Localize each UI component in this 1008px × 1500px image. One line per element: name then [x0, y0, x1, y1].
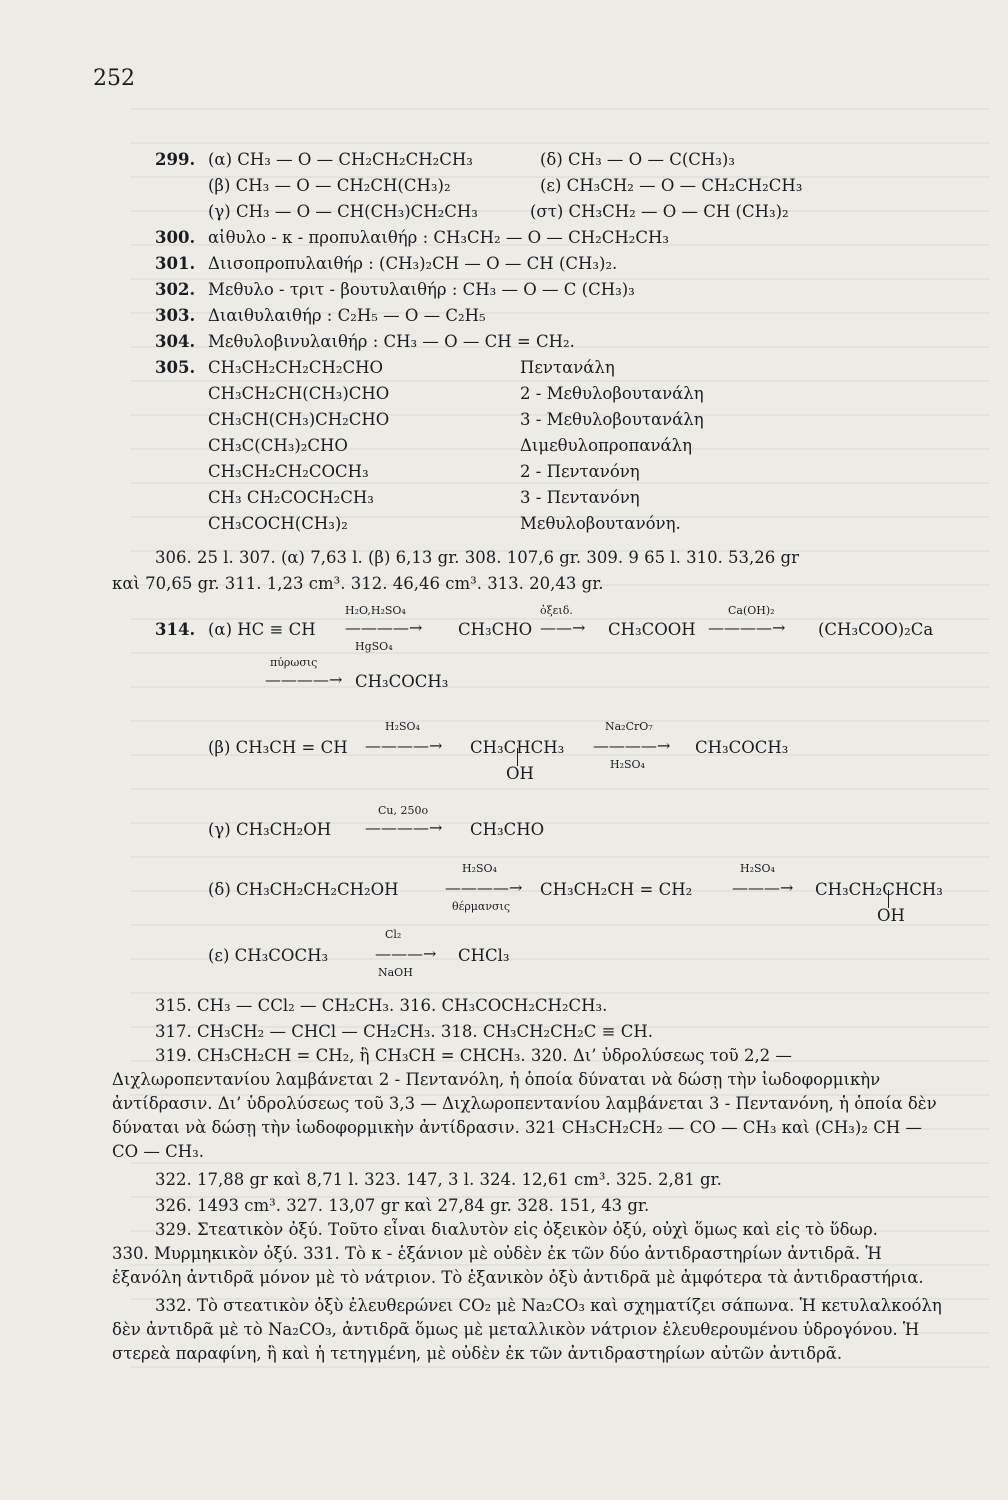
name-305: Μεθυλοβουτανόνη.	[520, 514, 681, 533]
reagent-label: Cl₂	[385, 928, 402, 941]
name-305: 2 - Πεντανόνη	[520, 462, 640, 481]
paragraph-329: 329. Στεατικὸν ὀξύ. Τοῦτο εἶναι διαλυτὸν εἰς ὀξεικὸν ὀξύ, οὐχὶ ὅμως καὶ εἰς τὸ ὕδωρ.	[155, 1220, 878, 1239]
reagent-label: H₂SO₄	[462, 862, 497, 875]
formula-305: CH₃ CH₂COCH₂CH₃	[208, 488, 374, 507]
answers-310-313: καὶ 70,65 gr. 311. 1,23 cm³. 312. 46,46 cm³. 313. 20,43 gr.	[112, 574, 604, 593]
reaction-arrow: ————→	[593, 736, 671, 755]
formula-305: CH₃CH(CH₃)CH₂CHO	[208, 410, 390, 429]
reaction-arrow: ————→	[345, 618, 423, 637]
paragraph-319-321: 319. CH₃CH₂CH = CH₂, ἢ CH₃CH = CHCH₃. 320. Δι’ ὑδρολύσεως τοῦ 2,2 — Διχλωροπεντανίου λαμβάνεται 2 - Πεντανόλη, ἡ ὁποία δύναται νὰ δώσῃ τὴν ἰωδοφορμικὴν ἀντίδρασιν. Δι’ ὑδρολύσεως τοῦ 3,3 — Διχλωροπεντανίου λαμβάνεται 3 - Πεντανόνη, ἡ ὁποία δὲν δύναται νὰ δώσῃ τὴν ἰωδοφορμικὴν ἀντίδρασιν. 321 CH₃CH₂CH₂ — CO — CH₃ καὶ (CH₃)₂ CH — CO — CH₃.	[112, 1046, 937, 1161]
product-314d: CH₃CH₂CH = CH₂	[540, 880, 693, 899]
reaction-arrow: ————→	[265, 670, 343, 689]
reactant-314b: (β) CH₃CH = CH	[208, 738, 348, 757]
formula-299a: (α) CH₃ — O — CH₂CH₂CH₂CH₃	[208, 150, 473, 169]
name-305: 2 - Μεθυλοβουτανάλη	[520, 384, 704, 403]
reagent-label: Na₂CrO₇	[605, 720, 653, 733]
reagent-label: NaOH	[378, 966, 413, 979]
reagent-label: ὀξειδ.	[540, 604, 573, 617]
reaction-arrow: ———→	[732, 878, 794, 897]
answers-322-325: 322. 17,88 gr καὶ 8,71 l. 323. 147, 3 l. 324. 12,61 cm³. 325. 2,81 gr.	[155, 1170, 722, 1189]
reagent-label: Cu, 250ο	[378, 804, 429, 817]
name-305: 3 - Μεθυλοβουτανάλη	[520, 410, 704, 429]
reaction-arrow: ————→	[365, 736, 443, 755]
product-314b: CH₃COCH₃	[695, 738, 789, 757]
problem-number: 314.	[155, 620, 196, 639]
answer-302: Μεθυλο - τριτ - βουτυλαιθήρ : CH₃ — O — C (CH₃)₃	[208, 280, 635, 299]
hydroxyl-label: OH	[877, 906, 905, 925]
page-number: 252	[93, 66, 135, 91]
reagent-label: H₂O,H₂SO₄	[345, 604, 406, 617]
formula-299b: (β) CH₃ — O — CH₂CH(CH₃)₂	[208, 176, 451, 195]
problem-number: 299.	[155, 150, 196, 169]
product-314a: (CH₃COO)₂Ca	[818, 620, 934, 639]
reagent-label: θέρμανσις	[452, 900, 511, 913]
reagent-label: πύρωσις	[270, 656, 318, 669]
reagent-label: H₂SO₄	[385, 720, 420, 733]
reactant-314a: (α) HC ≡ CH	[208, 620, 316, 639]
formula-299g: (γ) CH₃ — O — CH(CH₃)CH₂CH₃	[208, 202, 478, 221]
reaction-arrow: ————→	[708, 618, 786, 637]
product-314b: CH₃CHCH₃	[470, 738, 565, 757]
answers-326-328: 326. 1493 cm³. 327. 13,07 gr καὶ 27,84 gr. 328. 151, 43 gr.	[155, 1196, 650, 1215]
problem-number: 300.	[155, 228, 196, 247]
formula-299st: (στ) CH₃CH₂ — O — CH (CH₃)₂	[530, 202, 789, 221]
reactant-314d: (δ) CH₃CH₂CH₂CH₂OH	[208, 880, 399, 899]
product-314a: CH₃CHO	[458, 620, 533, 639]
paragraph-330-331: 330. Μυρμηκικὸν ὀξύ. 331. Τὸ κ - ἑξάνιον μὲ οὐδὲν ἐκ τῶν δύο ἀντιδραστηρίων ἀντιδρᾶ. Ἡ ἑξανόλη ἀντιδρᾶ μόνον μὲ τὸ νάτριον. Τὸ ἑξανικὸν ὀξὺ ἀντιδρᾶ μὲ ἀμφότερα τὰ ἀντιδραστήρια.	[112, 1244, 924, 1287]
name-305: Πεντανάλη	[520, 358, 615, 377]
formula-305: CH₃CH₂CH(CH₃)CHO	[208, 384, 390, 403]
answer-304: Μεθυλοβινυλαιθήρ : CH₃ — O — CH = CH₂.	[208, 332, 575, 351]
answer-300: αἰθυλο - κ - προπυλαιθήρ : CH₃CH₂ — O — CH₂CH₂CH₃	[208, 228, 670, 247]
formula-305: CH₃COCH(CH₃)₂	[208, 514, 348, 533]
reactant-314e: (ε) CH₃COCH₃	[208, 946, 329, 965]
product-314a: CH₃COOH	[608, 620, 696, 639]
reaction-arrow: ————→	[445, 878, 523, 897]
answer-301: Διισοπροπυλαιθήρ : (CH₃)₂CH — O — CH (CH₃)₂.	[208, 254, 618, 273]
name-305: Διμεθυλοπροπανάλη	[520, 436, 692, 455]
product-314g: CH₃CHO	[470, 820, 545, 839]
reagent-label: Ca(OH)₂	[728, 604, 775, 617]
reaction-arrow: ——→	[540, 618, 586, 637]
paragraph-332: 332. Τὸ στεατικὸν ὀξὺ ἐλευθερώνει CO₂ μὲ Na₂CO₃ καὶ σχηματίζει σάπωνα. Ἡ κετυλαλκοόλη δὲν ἀντιδρᾶ μὲ τὸ Na₂CO₃, ἀντιδρᾶ ὅμως μὲ μεταλλικὸν νάτριον ἐλευθερουμένου ὑδρογόνου. Ἡ στερεὰ παραφίνη, ἢ καὶ ἡ τετηγμένη, μὲ οὐδὲν ἐκ τῶν ἀντιδραστηρίων αὐτῶν ἀντιδρᾶ.	[112, 1296, 942, 1363]
reagent-label: H₂SO₄	[610, 758, 645, 771]
problem-number: 305.	[155, 358, 196, 377]
product-314d: CH₃CH₂CHCH₃	[815, 880, 943, 899]
reagent-label: H₂SO₄	[740, 862, 775, 875]
reactant-314g: (γ) CH₃CH₂OH	[208, 820, 332, 839]
product-314a: CH₃COCH₃	[355, 672, 449, 691]
problem-number: 302.	[155, 280, 196, 299]
hydroxyl-label: OH	[506, 764, 534, 783]
problem-number: 301.	[155, 254, 196, 273]
reaction-arrow: ———→	[375, 944, 437, 963]
formula-299e: (ε) CH₃CH₂ — O — CH₂CH₂CH₃	[540, 176, 803, 195]
answers-306-310: 306. 25 l. 307. (α) 7,63 l. (β) 6,13 gr. 308. 107,6 gr. 309. 9 65 l. 310. 53,26 gr	[155, 548, 799, 567]
answers-317-318: 317. CH₃CH₂ — CHCl — CH₂CH₃. 318. CH₃CH₂CH₂C ≡ CH.	[155, 1022, 653, 1041]
problem-number: 303.	[155, 306, 196, 325]
reagent-label: HgSO₄	[355, 640, 393, 653]
answers-315-316: 315. CH₃ — CCl₂ — CH₂CH₃. 316. CH₃COCH₂CH₂CH₃.	[155, 996, 608, 1015]
name-305: 3 - Πεντανόνη	[520, 488, 640, 507]
problem-number: 304.	[155, 332, 196, 351]
formula-305: CH₃CH₂CH₂CH₂CHO	[208, 358, 384, 377]
formula-305: CH₃C(CH₃)₂CHO	[208, 436, 348, 455]
formula-305: CH₃CH₂CH₂COCH₃	[208, 462, 369, 481]
answer-303: Διαιθυλαιθήρ : C₂H₅ — O — C₂H₅	[208, 306, 486, 325]
reaction-arrow: ————→	[365, 818, 443, 837]
formula-299d: (δ) CH₃ — O — C(CH₃)₃	[540, 150, 735, 169]
product-314e: CHCl₃	[458, 946, 510, 965]
